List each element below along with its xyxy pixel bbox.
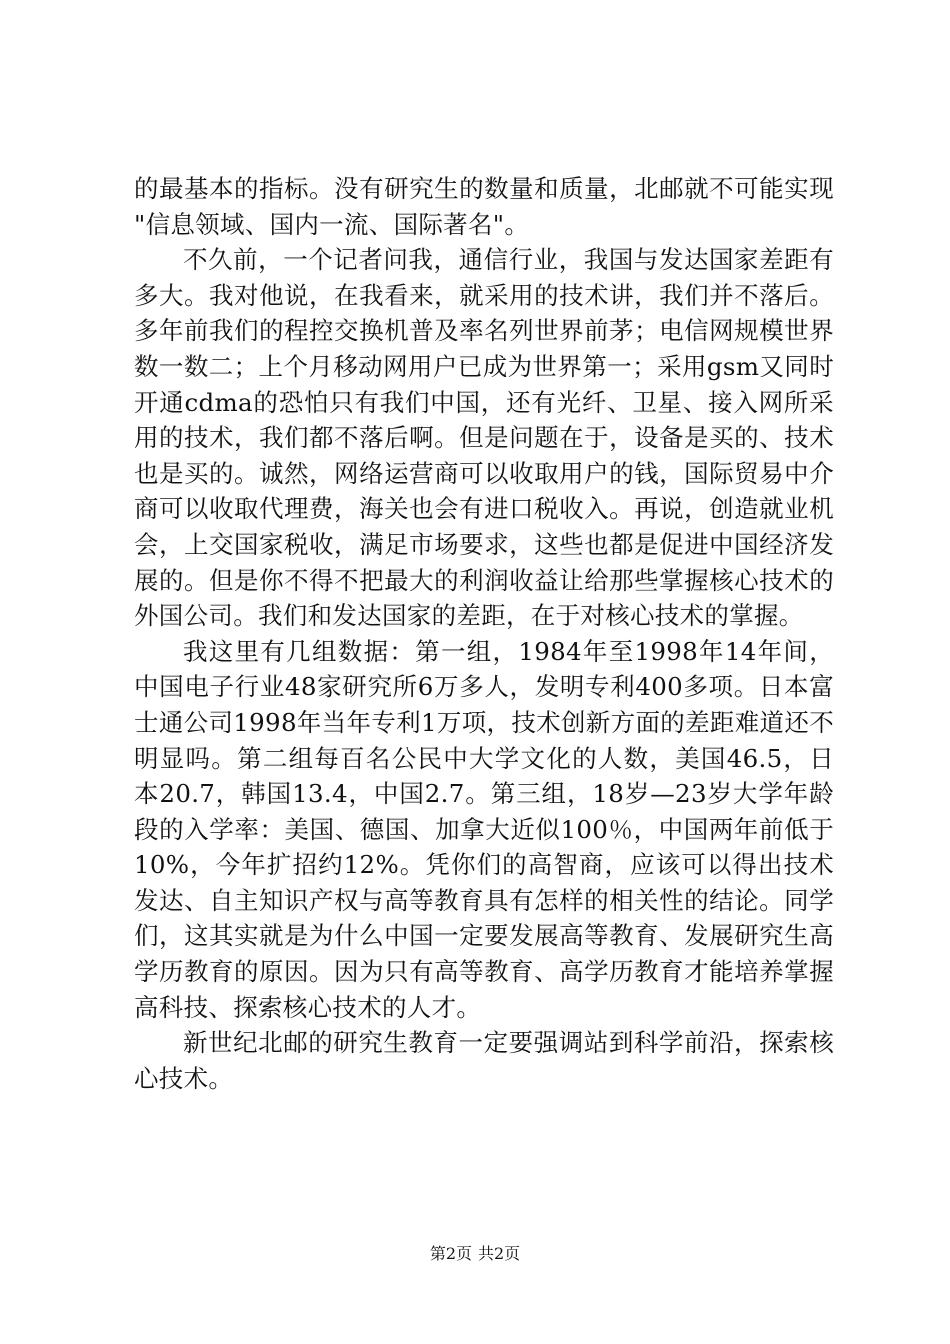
- page-total: 共2页: [478, 1244, 521, 1263]
- paragraph-2: 不久前，一个记者问我，通信行业，我国与发达国家差距有多大。我对他说，在我看来，就采用的技术讲，我们并不落后。多年前我们的程控交换机普及率名列世界前茅；电信网规模世界数一数二；上个月移动网用户已成为世界第一；采用gsm又同时开通cdma的恐怕只有我们中国，还有光纤、卫星、接入网所采用的技术，我们都不落后啊。但是问题在于，设备是买的、技术也是买的。诚然，网络运营商可以收取用户的钱，国际贸易中介商可以收取代理费，海关也会有进口税收入。再说，创造就业机会，上交国家税收，满足市场要求，这些也都是促进中国经济发展的。但是你不得不把最大的利润收益让给那些掌握核心技术的外国公司。我们和发达国家的差距，在于对核心技术的掌握。: [134, 245, 834, 631]
- page-number: 第2页: [429, 1244, 472, 1263]
- paragraph-1: 的最基本的指标。没有研究生的数量和质量，北邮就不可能实现"信息领域、国内一流、国际著名"。: [134, 174, 834, 239]
- paragraph-4: 新世纪北邮的研究生教育一定要强调站到科学前沿，探索核心技术。: [134, 1028, 834, 1093]
- document-body: [134, 171, 834, 1096]
- page-footer: [0, 1243, 950, 1265]
- paragraph-3: 我这里有几组数据：第一组，1984年至1998年14年间，中国电子行业48家研究所6万多人，发明专利400多项。日本富士通公司1998年当年专利1万项，技术创新方面的差距难道还不明显吗。第二组每百名公民中大学文化的人数，美国46.5，日本20.7，韩国13.4，中国2.7。第三组，18岁—23岁大学年龄段的入学率：美国、德国、加拿大近似100％，中国两年前低于10%，今年扩招约12%。凭你们的高智商，应该可以得出技术发达、自主知识产权与高等教育具有怎样的相关性的结论。同学们，这其实就是为什么中国一定要发展高等教育、发展研究生高学历教育的原因。因为只有高等教育、高学历教育才能培养掌握高科技、探索核心技术的人才。: [134, 636, 834, 1022]
